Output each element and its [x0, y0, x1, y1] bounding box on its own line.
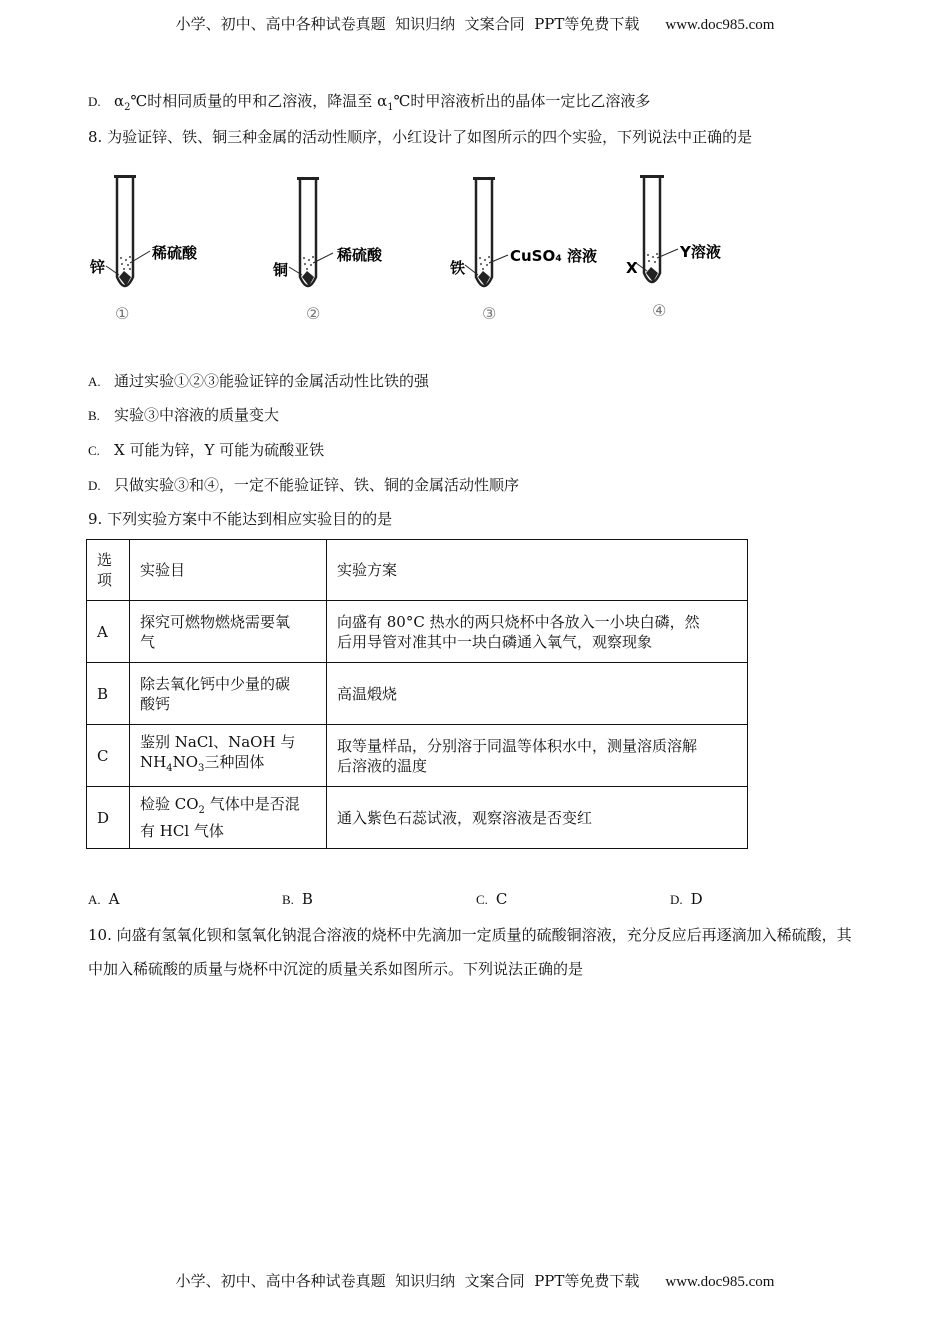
q7-option-d: D. $\alpha_2℃$时相同质量的甲和乙溶液，降温至 $\alpha_1℃$时甲溶液析出的晶体一定比乙溶液多	[88, 92, 651, 113]
q9-answer-b: B. B	[282, 890, 313, 908]
header-site[interactable]: www.doc985.com	[665, 17, 775, 33]
row-plan: 通入紫色石蕊试液，观察溶液是否变红	[327, 787, 748, 849]
page-footer	[0, 1270, 950, 1291]
row-purpose: 检验 $CO_2$ 气体中是否混 有 HCl 气体	[130, 787, 327, 849]
q8-option-b: B. 实验③中溶液的质量变大	[88, 406, 280, 424]
tube-number: ①	[115, 304, 130, 323]
test-tube-2	[272, 177, 383, 323]
row-plan: 高温煅烧	[327, 663, 748, 725]
row-option: B	[87, 663, 130, 725]
experiment-table	[86, 539, 748, 849]
solution-label: CuSO₄ 溶液	[510, 247, 598, 265]
table-row	[87, 725, 748, 787]
solution-label: 稀硫酸	[337, 246, 383, 264]
footer-text: 小学、初中、高中各种试卷真题 知识归纳 文案合同 PPT等免费下载	[175, 1272, 640, 1290]
q8-option-d: D. 只做实验③和④，一定不能验证锌、铁、铜的金属活动性顺序	[88, 476, 520, 494]
header-option: 选 项	[87, 540, 130, 601]
q8-option-c: C. X 可能为锌，Y 可能为硫酸亚铁	[88, 441, 325, 459]
q9-answer-c: C. C	[476, 890, 508, 908]
q9-answer-d: D. D	[670, 890, 703, 908]
metal-label: X	[626, 259, 638, 277]
page-header	[0, 13, 950, 34]
q9-answer-a: A. A	[88, 890, 120, 908]
header-plan: 实验方案	[327, 540, 748, 601]
solution-label: 稀硫酸	[152, 244, 198, 262]
q8-stem: 8. 为验证锌、铁、铜三种金属的活动性顺序，小红设计了如图所示的四个实验，下列说法中正确的是	[88, 128, 753, 146]
table-row	[87, 601, 748, 663]
row-option: A	[87, 601, 130, 663]
test-tube-1	[89, 175, 198, 323]
table-row	[87, 787, 748, 849]
test-tube-3	[449, 177, 597, 323]
tube-number: ②	[306, 304, 321, 323]
table-row	[87, 663, 748, 725]
header-text: 小学、初中、高中各种试卷真题 知识归纳 文案合同 PPT等免费下载	[175, 15, 640, 33]
metal-label: 铜	[273, 261, 289, 279]
solution-label: Y溶液	[680, 243, 721, 261]
q10-stem: 10. 向盛有氢氧化钡和氢氧化钠混合溶液的烧杯中先滴加一定质量的硫酸铜溶液，充分反应后再逐滴加入稀硫酸，其中加入稀硫酸的质量与烧杯中沉淀的质量关系如图所示。下列说法正确的是	[88, 926, 852, 978]
row-purpose: 鉴别 NaCl、NaOH 与 $NH_4NO_3$三种固体	[130, 725, 327, 787]
footer-site[interactable]: www.doc985.com	[665, 1274, 775, 1290]
tube-number: ③	[482, 304, 497, 323]
row-option: C	[87, 725, 130, 787]
test-tube-4	[626, 175, 721, 320]
q8-option-a: A. 通过实验①②③能验证锌的金属活动性比铁的强	[88, 372, 430, 390]
row-plan: 取等量样品，分别溶于同温等体积水中，测量溶质溶解 后溶液的温度	[327, 725, 748, 787]
table-header-row	[87, 540, 748, 601]
q9-stem: 9. 下列实验方案中不能达到相应实验目的的是	[88, 510, 393, 528]
row-option: D	[87, 787, 130, 849]
metal-label: 铁	[450, 259, 466, 277]
row-purpose: 除去氧化钙中少量的碳 酸钙	[130, 663, 327, 725]
row-plan: 向盛有 80°C 热水的两只烧杯中各放入一小块白磷，然 后用导管对准其中一块白磷通入氧气，观察现象	[327, 601, 748, 663]
tube-number: ④	[652, 301, 667, 320]
option-letter: D.	[88, 94, 101, 109]
metal-label: 锌	[90, 258, 106, 276]
header-purpose: 实验目	[130, 540, 327, 601]
row-purpose: 探究可燃物燃烧需要氧 气	[130, 601, 327, 663]
test-tube-figure	[86, 165, 766, 330]
